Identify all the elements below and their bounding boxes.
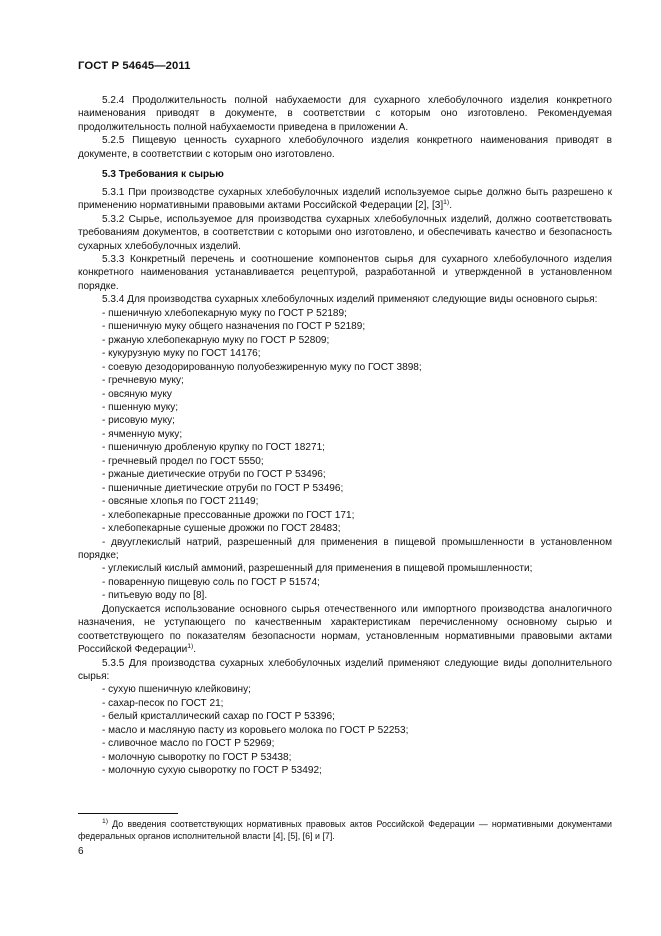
footnote-text: До введения соответствующих нормативных правовых актов Российской Федерации — нормативными документами федеральных органов исполнительной власти [4], [5], [6] и [7].: [78, 819, 612, 841]
list-item: - сливочное масло по ГОСТ Р 52969;: [102, 738, 275, 750]
list-item: - хлебопекарные сушеные дрожжи по ГОСТ 28483;: [102, 523, 341, 535]
paragraph-5-2-4: 5.2.4 Продолжительность полной набухаемости для сухарного хлебобулочного изделия конкретного наименования приводят в документе, в соответствии с которым оно изготовлено. Рекомендуемая продолжительность полной набухаемости приведена в приложении А.: [78, 95, 612, 133]
list-item: - хлебопекарные прессованные дрожжи по ГОСТ 171;: [102, 509, 355, 521]
page-header-standard: ГОСТ Р 54645—2011: [78, 60, 191, 72]
list-item: - рисовую муку;: [102, 415, 175, 427]
section-heading-5-3: 5.3 Требования к сырью: [102, 169, 224, 181]
paragraph-5-3-4: 5.3.4 Для производства сухарных хлебобулочных изделий применяют следующие виды основного сырья:: [102, 294, 598, 306]
list-item: - овсяную муку: [102, 388, 172, 400]
list-item: - масло и масляную пасту из коровьего молока по ГОСТ Р 52253;: [102, 724, 409, 736]
list-item: - ржаную хлебопекарную муку по ГОСТ Р 52809;: [102, 334, 330, 346]
allowance-text: Допускается использование основного сырья отечественного или импортного производства аналогичного назначения, не уступающего по качественным характеристикам перечисленному основному сырью и соответствующего по показателям безопасности нормам, установленным нормативными правовыми актами Российской Федерации: [78, 603, 612, 656]
list-item: - углекислый кислый аммоний, разрешенный для применения в пищевой промышленности;: [102, 563, 533, 575]
list-item: - соевую дезодорированную полуобезжиренную муку по ГОСТ 3898;: [102, 361, 422, 373]
footnote: [78, 818, 612, 842]
list-item: - сухую пшеничную клейковину;: [102, 684, 251, 696]
page-number: 6: [78, 846, 84, 857]
document-body: [78, 94, 612, 778]
list-item: - пшеничную дробленую крупку по ГОСТ 18271;: [102, 442, 325, 454]
paragraph-5-3-5: 5.3.5 Для производства сухарных хлебобулочных изделий применяют следующие виды дополнительного сырья:: [78, 657, 612, 683]
list-item: - пшеничные диетические отруби по ГОСТ Р 53496;: [102, 482, 344, 494]
list-item: - гречневый продел по ГОСТ 5550;: [102, 455, 264, 467]
list-item: - гречневую муку;: [102, 375, 184, 387]
paragraph-5-3-1: [78, 186, 612, 213]
list-item: - пшенную муку;: [102, 401, 179, 413]
basic-raw-list: [78, 307, 612, 603]
list-item: - ячменную муку;: [102, 428, 183, 440]
list-item: - молочную сыворотку по ГОСТ Р 53438;: [102, 751, 292, 763]
additional-raw-list: [78, 683, 612, 777]
list-item: - молочную сухую сыворотку по ГОСТ Р 53492;: [102, 765, 322, 777]
list-item: - сахар-песок по ГОСТ 21;: [102, 697, 224, 709]
allowance-tail: .: [193, 644, 197, 656]
paragraph-5-3-2: 5.3.2 Сырье, используемое для производства сухарных хлебобулочных изделий, должно соответствовать требованиям документов, в соответствии с которыми оно изготовлено, и обеспечивать качество и безопасность сухарных хлебобулочных изделий.: [78, 213, 612, 252]
paragraph-5-3-1-text: 5.3.1 При производстве сухарных хлебобулочных изделий используемое сырье должно быть разрешено к применению нормативными правовыми актами Российской Федерации [2], [3]: [78, 186, 612, 212]
allowance-paragraph: [78, 603, 612, 657]
paragraph-5-3-3: 5.3.3 Конкретный перечень и соотношение компонентов сырья для сухарного хлебобулочного изделия конкретного наименования устанавливается рецептурой, разработанной и утвержденной в установленном порядке.: [78, 253, 612, 292]
list-item: - ржаные диетические отруби по ГОСТ Р 53496;: [102, 469, 326, 481]
footnote-ref: 1): [187, 643, 194, 651]
list-item: - кукурузную муку по ГОСТ 14176;: [102, 348, 261, 360]
list-item: - поваренную пищевую соль по ГОСТ Р 51574;: [102, 576, 320, 588]
list-item: - пшеничную муку общего назначения по ГОСТ Р 52189;: [102, 321, 366, 333]
list-item: - питьевую воду по [8].: [102, 590, 208, 602]
list-item: - пшеничную хлебопекарную муку по ГОСТ Р 52189;: [102, 307, 347, 319]
list-item: - овсяные хлопья по ГОСТ 21149;: [102, 496, 259, 508]
paragraph-5-2-5: 5.2.5 Пищевую ценность сухарного хлебобулочного изделия конкретного наименования приводят в документе, в соответствии с которым оно изготовлено.: [78, 135, 612, 160]
footnote-mark: 1): [102, 818, 109, 825]
list-item: - двууглекислый натрий, разрешенный для применения в пищевой промышленности в установленном порядке;: [78, 536, 612, 561]
footnote-divider: [78, 813, 178, 814]
footnote-ref: 1): [443, 199, 450, 207]
list-item: - белый кристаллический сахар по ГОСТ Р 53396;: [102, 711, 335, 723]
paragraph-5-3-1-tail: .: [449, 200, 452, 212]
